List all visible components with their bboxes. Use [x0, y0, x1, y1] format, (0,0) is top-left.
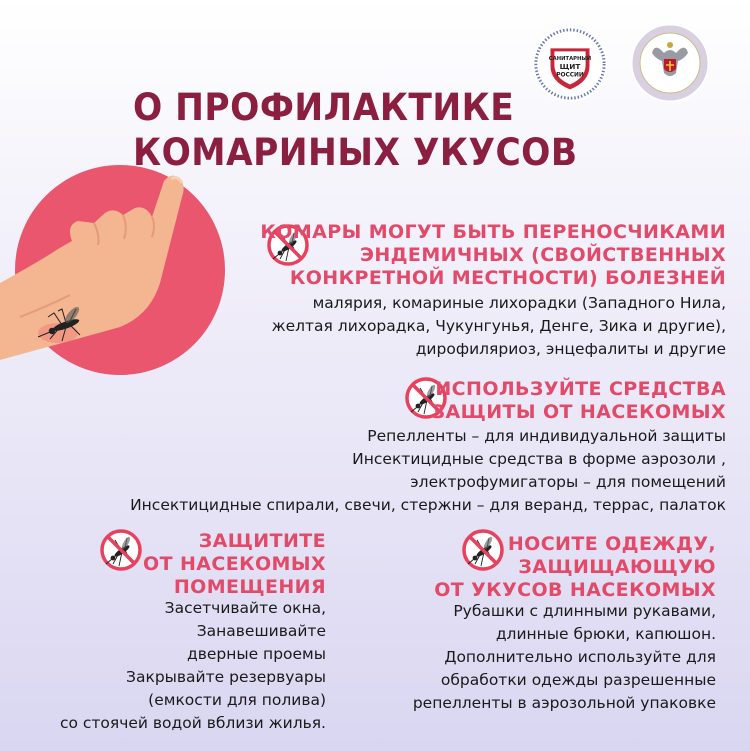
section1-heading-line: ЭНДЕМИЧНЫХ (СВОЙСТВЕННЫХ [359, 244, 726, 266]
page-title-line1: О ПРОФИЛАКТИКЕ [133, 86, 515, 129]
section3-heading-line: ЗАЩИТИТЕ [198, 530, 326, 552]
section2-body-line: Инсектицидные спирали, свечи, стержни – для веранд, террас, палаток [130, 496, 726, 514]
section2-body-line: электрофумигаторы – для помещений [410, 473, 726, 491]
section4-body [413, 600, 716, 715]
shield-logo-line1: САНИТАРНЫЙ [548, 56, 592, 63]
section4-body-line: Дополнительно используйте для [444, 648, 716, 666]
section1-heading-line: КОМАРЫ МОГУТ БЫТЬ ПЕРЕНОСЧИКАМИ [260, 221, 726, 243]
section1-heading [260, 221, 726, 290]
hand-illustration [0, 165, 240, 380]
section4-body-line: Рубашки с длинными рукавами, [453, 602, 716, 620]
section3-body [60, 597, 326, 735]
section4-heading [434, 533, 716, 602]
rospotrebnadzor-emblem-logo [630, 23, 710, 103]
section2-heading-line: ИСПОЛЬЗУЙТЕ СРЕДСТВА [435, 378, 726, 400]
section4-body-line: репелленты в аэрозольной упаковке [412, 694, 716, 712]
no-mosquito-icon [99, 528, 143, 572]
section4-body-line: длинные брюки, капюшон. [495, 625, 716, 643]
section3-body-line: дверные проемы [187, 645, 326, 663]
section2-heading [432, 378, 726, 424]
section3-body-line: со стоячей водой вблизи жилья. [59, 714, 326, 732]
section2-heading-line: ЗАЩИТЫ ОТ НАСЕКОМЫХ [431, 401, 726, 423]
shield-logo-line3: РОССИИ [556, 72, 584, 79]
section1-body-line: желтая лихорадка, Чукунгунья, Денге, Зика и другие), [271, 317, 726, 335]
section1-heading-line: КОНКРЕТНОЙ МЕСТНОСТИ) БОЛЕЗНЕЙ [289, 267, 726, 289]
section3-body-line: Закрывайте резервуары [126, 668, 326, 686]
section2-body-line: Репелленты – для индивидуальной защиты [367, 427, 726, 445]
section3-body-line: Засетчивайте окна, [164, 599, 326, 617]
section1-body [272, 292, 726, 361]
section1-body-line: дирофиляриоз, энцефалиты и другие [415, 340, 726, 358]
section3-heading-line: ОТ НАСЕКОМЫХ [143, 553, 326, 575]
page-title-line2: КОМАРИНЫХ УКУСОВ [133, 131, 578, 174]
section1-body-line: малярия, комариные лихорадки (Западного Нила, [312, 294, 726, 312]
section2-body-line: Инсектицидные средства в форме аэрозоли , [352, 450, 726, 468]
shield-logo-line2: ЩИТ [559, 61, 581, 71]
section3-body-line: (емкости для полива) [148, 691, 326, 709]
section3-heading-line: ПОМЕЩЕНИЯ [173, 576, 326, 598]
section2-body [130, 425, 726, 517]
section4-heading-line: ЗАЩИЩАЮЩУЮ [518, 556, 716, 578]
section3-heading [143, 530, 326, 599]
section3-body-line: Занавешивайте [196, 622, 326, 640]
section4-heading-line: ОТ УКУСОВ НАСЕКОМЫХ [434, 579, 716, 601]
section4-heading-line: НОСИТЕ ОДЕЖДУ, [507, 533, 716, 555]
section4-body-line: обработки одежды разрешенные [440, 671, 716, 689]
